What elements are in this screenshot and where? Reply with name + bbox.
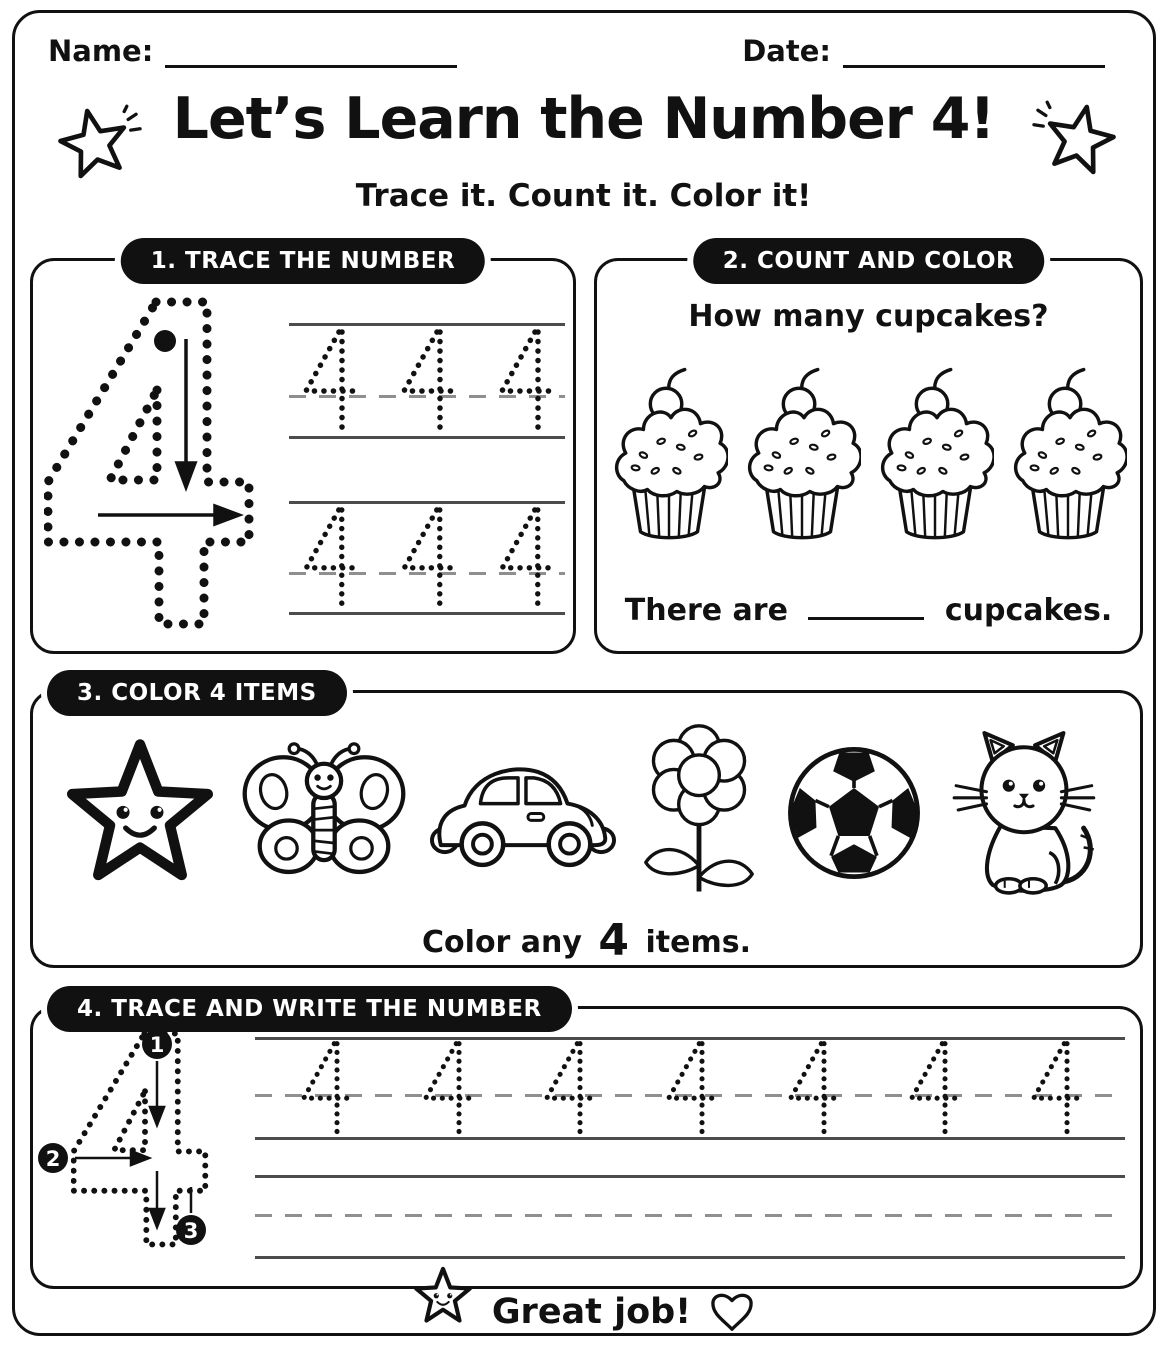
dotted-four-glyph[interactable] — [397, 327, 457, 433]
section-write — [30, 996, 1143, 1289]
date-label: Date: — [742, 34, 831, 68]
stroke-order-diagram[interactable] — [35, 1027, 271, 1267]
footer — [0, 1286, 1167, 1338]
cupcake-row — [597, 363, 1140, 558]
big-trace-four[interactable] — [43, 291, 255, 639]
page-subtitle: Trace it. Count it. Color it! — [355, 178, 812, 214]
stroke-step-badges — [38, 1029, 206, 1245]
color-instruction — [33, 915, 1140, 966]
stroke-step-1: 1 — [149, 1033, 165, 1057]
footer-text: Great job! — [491, 1292, 692, 1332]
section-write-badge: 4. TRACE AND WRITE THE NUMBER — [47, 986, 572, 1032]
stroke-step-2: 2 — [45, 1147, 61, 1171]
star-icon[interactable] — [61, 738, 219, 888]
heart-icon — [709, 1291, 755, 1333]
page-title: Let’s Learn the Number 4! — [172, 86, 995, 152]
date-input-line[interactable] — [843, 35, 1105, 68]
flower-icon[interactable] — [636, 721, 762, 905]
instruction-number: 4 — [598, 915, 630, 966]
count-answer-line — [597, 589, 1140, 628]
instruction-suffix: items. — [645, 925, 751, 960]
dotted-four-glyph[interactable] — [419, 1039, 475, 1137]
section-trace — [30, 248, 576, 654]
dotted-four-glyph[interactable] — [905, 1039, 961, 1137]
section-color — [30, 680, 1143, 968]
trace-row-1[interactable] — [289, 323, 565, 439]
name-label: Name: — [48, 34, 154, 68]
header-fill-row — [48, 34, 1105, 68]
name-field-group — [48, 34, 457, 68]
section-trace-badge: 1. TRACE THE NUMBER — [121, 238, 485, 284]
cupcake-icon[interactable] — [610, 363, 728, 558]
dotted-four-glyph[interactable] — [784, 1039, 840, 1137]
write-row-blank[interactable] — [255, 1175, 1125, 1259]
stroke-start-dot — [154, 330, 176, 352]
dotted-four-glyph[interactable] — [397, 505, 457, 609]
dotted-four-glyph[interactable] — [1027, 1039, 1083, 1137]
name-input-line[interactable] — [165, 35, 457, 68]
date-field-group — [742, 34, 1105, 68]
footer-star-icon — [412, 1266, 474, 1326]
dotted-four-glyph[interactable] — [540, 1039, 596, 1137]
dotted-four-glyph[interactable] — [662, 1039, 718, 1137]
dotted-four-glyph[interactable] — [299, 327, 359, 433]
color-items-row — [61, 717, 1112, 909]
count-question: How many cupcakes? — [688, 299, 1049, 334]
section-count-badge: 2. COUNT AND COLOR — [693, 238, 1044, 284]
cupcake-icon[interactable] — [876, 363, 994, 558]
cupcake-icon[interactable] — [1009, 363, 1127, 558]
section-color-badge: 3. COLOR 4 ITEMS — [47, 670, 347, 716]
instruction-prefix: Color any — [422, 925, 582, 960]
dotted-four-glyph[interactable] — [297, 1039, 353, 1137]
dotted-four-glyph[interactable] — [495, 505, 555, 609]
answer-suffix: cupcakes. — [944, 593, 1113, 628]
car-icon[interactable] — [429, 746, 617, 880]
answer-blank[interactable] — [808, 589, 924, 620]
cupcake-icon[interactable] — [743, 363, 861, 558]
soccer-ball-icon[interactable] — [781, 740, 927, 886]
butterfly-icon[interactable] — [238, 738, 410, 888]
dotted-four-glyph[interactable] — [495, 327, 555, 433]
dotted-four-glyph[interactable] — [299, 505, 359, 609]
trace-row-2[interactable] — [289, 501, 565, 615]
write-row-traced[interactable] — [255, 1037, 1125, 1140]
answer-prefix: There are — [624, 593, 788, 628]
stroke-step-3: 3 — [183, 1219, 199, 1243]
section-count — [594, 248, 1143, 654]
cat-icon[interactable] — [946, 727, 1112, 899]
